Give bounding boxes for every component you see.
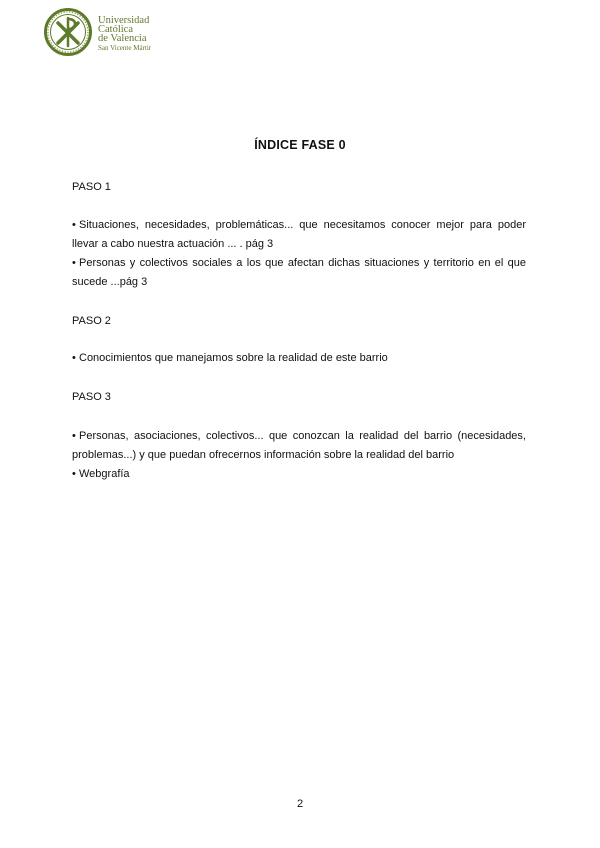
list-item-text: Webgrafía <box>79 468 130 480</box>
page-number: 2 <box>296 798 304 810</box>
section-heading-paso-3: PASO 3 <box>72 391 111 403</box>
logo-wordmark <box>98 16 151 53</box>
page-title: ÍNDICE FASE 0 <box>254 138 346 152</box>
list-item-text: Personas, asociaciones, colectivos... que conozcan la realidad del barrio (necesidades, problemas...) y que puedan ofrecernos información sobre la realidad del barrio <box>72 430 526 461</box>
list-item <box>72 216 526 254</box>
list-item <box>72 349 526 368</box>
list-item <box>72 427 526 465</box>
list-item <box>72 254 526 292</box>
bullet-icon: • <box>72 219 76 231</box>
bullet-icon: • <box>72 352 76 364</box>
logo-line-2: Católica <box>98 24 133 35</box>
logo-line-4: San Vicente Mártir <box>98 44 152 52</box>
bullet-icon: • <box>72 468 76 480</box>
list-item-text: Personas y colectivos sociales a los que afectan dichas situaciones y territorio en el que sucede ...pág 3 <box>72 257 526 288</box>
section-heading-paso-2: PASO 2 <box>72 315 111 327</box>
university-logo <box>44 8 164 56</box>
logo-line-1: Universidad <box>98 15 150 26</box>
logo-line-3: de Valencia <box>98 33 147 44</box>
university-seal-icon <box>44 8 92 56</box>
list-item-text: Conocimientos que manejamos sobre la realidad de este barrio <box>79 352 388 364</box>
list-item <box>72 465 526 484</box>
bullet-icon: • <box>72 430 76 442</box>
section-heading-paso-1: PASO 1 <box>72 181 111 193</box>
list-item-text: Situaciones, necesidades, problemáticas... que necesitamos conocer mejor para poder llevar a cabo nuestra actuación ... . pág 3 <box>72 219 526 250</box>
bullet-icon: • <box>72 257 76 269</box>
